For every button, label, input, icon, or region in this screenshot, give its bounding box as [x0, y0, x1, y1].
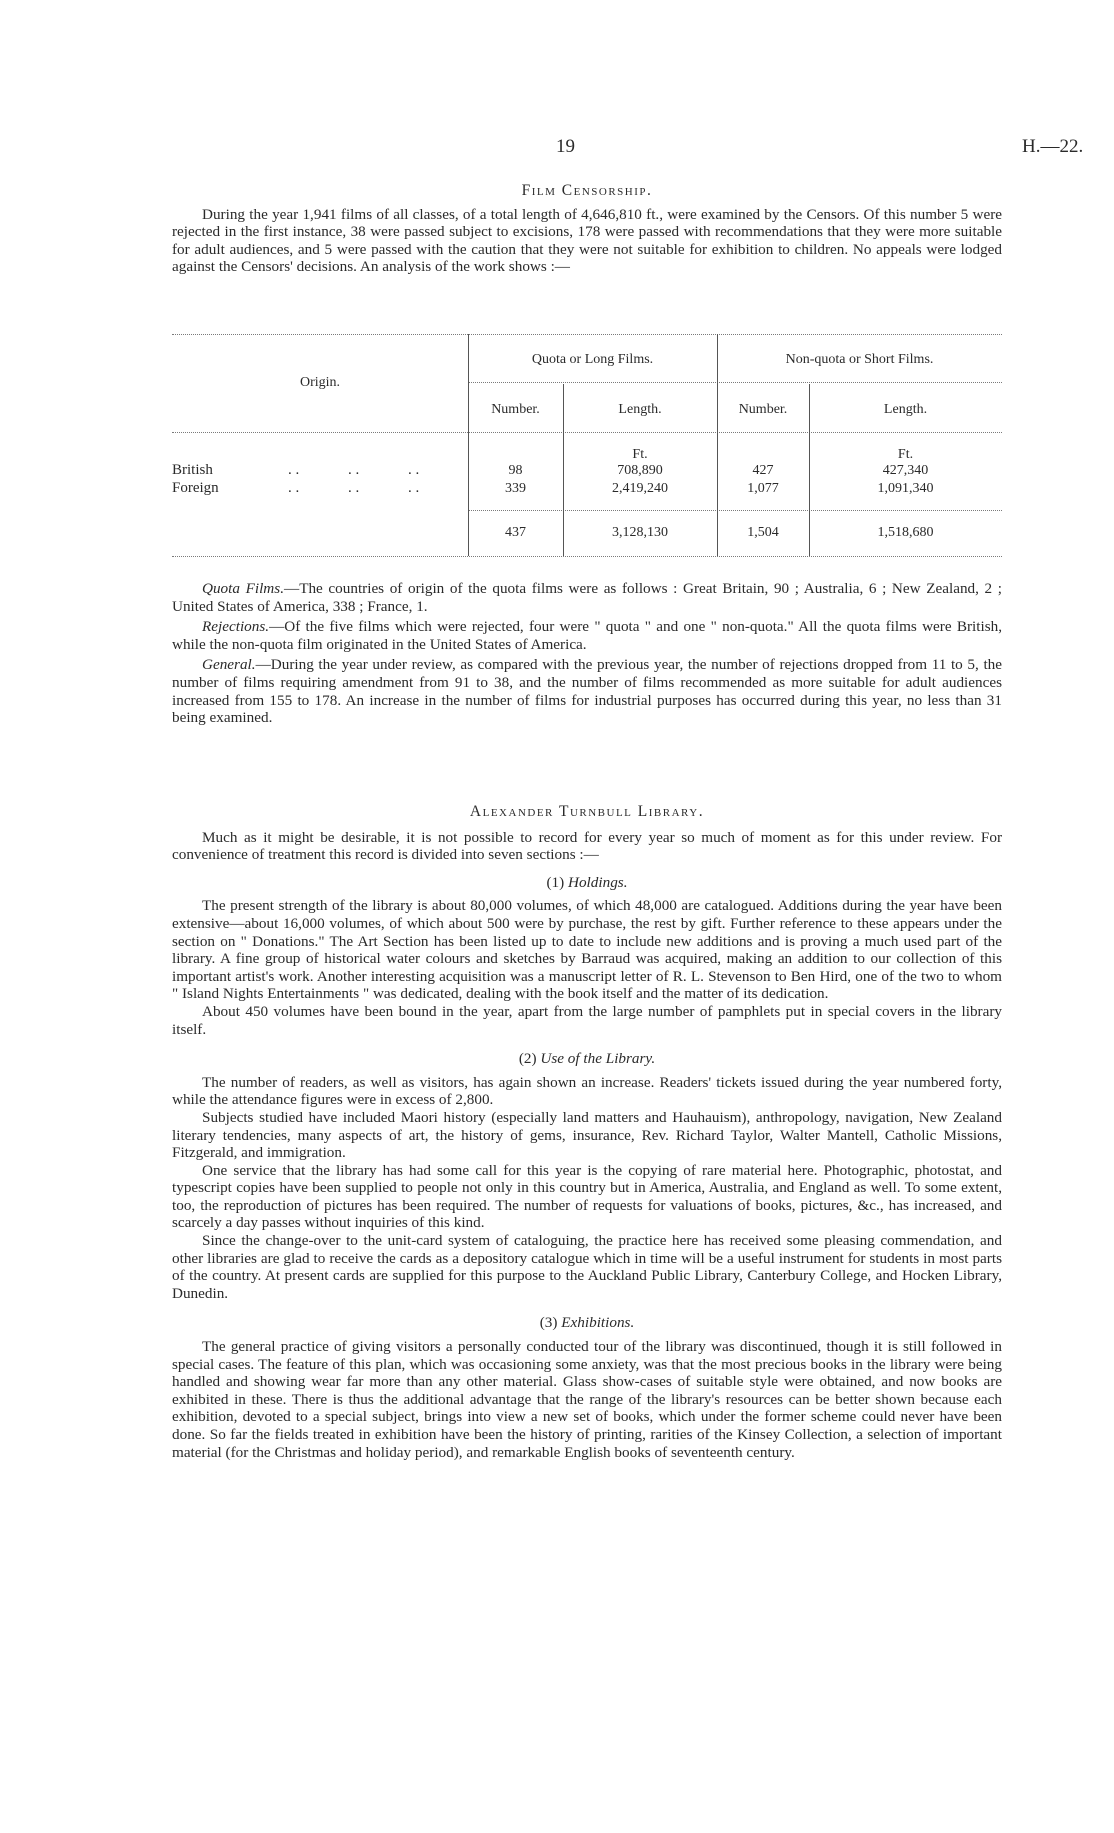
- quota-number-header: Number.: [491, 402, 540, 417]
- film-censorship-section: [172, 182, 1002, 276]
- use-paragraph: Since the change-over to the unit-card system of cataloguing, the practice here has received some pleasing commendation, and other libraries are glad to receive the cards as a depository catalogue which in time will be a useful instrument for students in most parts of the country. At present cards are supplied for this purpose to the Auckland Public Library, Canterbury College, and Hocken Library, Dunedin.: [172, 1232, 1002, 1302]
- use-paragraph: Subjects studied have included Maori history (especially land matters and Hauhauism), anthropology, navigation, New Zealand literary tendencies, many aspects of art, the history of gems, insurance, Rev. Richard Taylor, Walter Mantell, Catholic Missions, Fitzgerald, and immigration.: [172, 1108, 1002, 1162]
- holdings-paragraph: The present strength of the library is about 80,000 volumes, of which 48,000 are catalogued. Additions during the year have been extensive—about 16,000 volumes, of which about 500 were by purchase, the rest by gift. Further reference to these appears under the section on " Donations." The Art Section has been listed up to date to include new additions and is proving a much used part of the library. A fine group of historical water colours and sketches by Barraud was acquired, making an addition to our collection of this important artist's work. Another interesting acquisition was a manuscript letter of R. L. Stevenson to Ben Hird, one of the two to whom " Island Nights Entertainments " was dedicated, dealing with the book itself and the matter of its dedication.: [172, 897, 1002, 1003]
- table-cell: 2,419,240: [612, 481, 668, 496]
- table-cell: 98: [508, 463, 523, 478]
- table-cell: 339: [505, 481, 526, 496]
- holdings-subheading: (1) Holdings.: [546, 873, 628, 891]
- use-of-library-subheading: (2) Use of the Library.: [518, 1050, 656, 1068]
- film-intro-paragraph: During the year 1,941 films of all classes, of a total length of 4,646,810 ft., were examined by the Censors. Of this number 5 were rejected in the first instance, 38 were passed subject to excisions, 178 were passed with recommendations that they were more suitable for adult audiences, and 5 were passed with the caution that they were not suitable for exhibition to children. No appeals were lodged against the Censors' decisions. An analysis of the work shows :—: [172, 205, 1002, 276]
- total-cell: 3,128,130: [612, 525, 668, 540]
- quota-length-header: Length.: [618, 402, 662, 417]
- table-cell: 427: [752, 463, 774, 478]
- film-censorship-heading: Film Censorship.: [521, 182, 653, 199]
- table-row-origin: Foreign: [172, 480, 219, 496]
- table-row-leader: . .: [348, 480, 360, 496]
- page-number: 19: [556, 136, 575, 157]
- table-row-leader: . .: [408, 462, 420, 478]
- table-cell: 708,890: [617, 463, 663, 478]
- table-row-leader: . .: [288, 462, 300, 478]
- table-row-origin: British: [172, 462, 213, 478]
- document-reference: H.—22.: [1022, 136, 1084, 157]
- origin-column-header: Origin.: [299, 375, 341, 390]
- total-cell: 437: [505, 525, 526, 540]
- nonquota-length-unit: Ft.: [897, 447, 914, 462]
- library-intro-paragraph: Much as it might be desirable, it is not possible to record for every year so much of moment as for this under review. For convenience of treatment this record is divided into seven sections :—: [172, 828, 1002, 864]
- nonquota-column-header: Non-quota or Short Films.: [785, 352, 934, 367]
- table-row-leader: . .: [408, 480, 420, 496]
- table-cell: 1,091,340: [877, 481, 934, 496]
- general-paragraph: General.—During the year under review, as compared with the previous year, the number of rejections dropped from 11 to 5, the number of films requiring amendment from 91 to 38, and the number of films recommended as more suitable for adult audiences increased from 155 to 178. An increase in the number of films for industrial purposes has occurred during this year, no less than 31 being examined.: [172, 656, 1002, 727]
- use-paragraph: One service that the library has had some call for this year is the copying of rare material here. Photographic, photostat, and typescript copies have been supplied to people not only in this country but in America, Australia, and England as well. To some extent, too, the reproduction of pictures has been required. The number of requests for valuations of books, pictures, &c., has increased, and scarcely a day passes without inquiries of this kind.: [172, 1161, 1002, 1232]
- film-analysis-table: [172, 334, 1002, 556]
- total-cell: 1,518,680: [877, 525, 934, 540]
- quota-films-paragraph: Quota Films.—The countries of origin of the quota films were as follows : Great Britain, 90 ; Australia, 6 ; New Zealand, 2 ; United States of America, 338 ; France, 1.: [172, 580, 1002, 615]
- exhibitions-paragraph: The general practice of giving visitors a personally conducted tour of the library was discontinued, though it is still followed in special cases. The feature of this plan, which was occasioning some anxiety, was that the most precious books in the library were being handled and showing wear far more than any other material. Glass show-cases of suitable style were obtained, and now books are exhibited in these. There is thus the additional advantage that the range of the library's resources can be better shown because each exhibition, devoted to a special subject, brings into view a new set of books, which under the former scheme could never have been done. So far the fields treated in exhibition have been the history of printing, rarities of the Kinsey Collection, a selection of important material (for the Christmas and holiday period), and remarkable English books of seventeenth century.: [172, 1338, 1002, 1461]
- table-row-leader: . .: [288, 480, 300, 496]
- quota-length-unit: Ft.: [632, 447, 648, 462]
- total-cell: 1,504: [747, 525, 779, 540]
- library-heading: Alexander Turnbull Library.: [469, 803, 705, 820]
- use-paragraph: The number of readers, as well as visitors, has again shown an increase. Readers' tickets issued during the year numbered forty, while the attendance figures were in excess of 2,800.: [172, 1073, 1002, 1109]
- exhibitions-subheading: (3) Exhibitions.: [539, 1314, 635, 1332]
- table-row-leader: . .: [348, 462, 360, 478]
- quota-column-header: Quota or Long Films.: [531, 352, 654, 367]
- holdings-paragraph: About 450 volumes have been bound in the year, apart from the large number of pamphlets put in special covers in the library itself.: [172, 1002, 1002, 1038]
- library-section: [172, 803, 1002, 1461]
- table-cell: 1,077: [747, 481, 779, 496]
- page-header: [0, 138, 1114, 162]
- rejections-paragraph: Rejections.—Of the five films which were rejected, four were " quota " and one " non-quota." All the quota films were British, while the non-quota film originated in the United States of America.: [172, 618, 1002, 653]
- film-notes: [172, 580, 1002, 727]
- table-cell: 427,340: [882, 463, 929, 478]
- nonquota-length-header: Length.: [883, 402, 928, 417]
- nonquota-number-header: Number.: [738, 402, 788, 417]
